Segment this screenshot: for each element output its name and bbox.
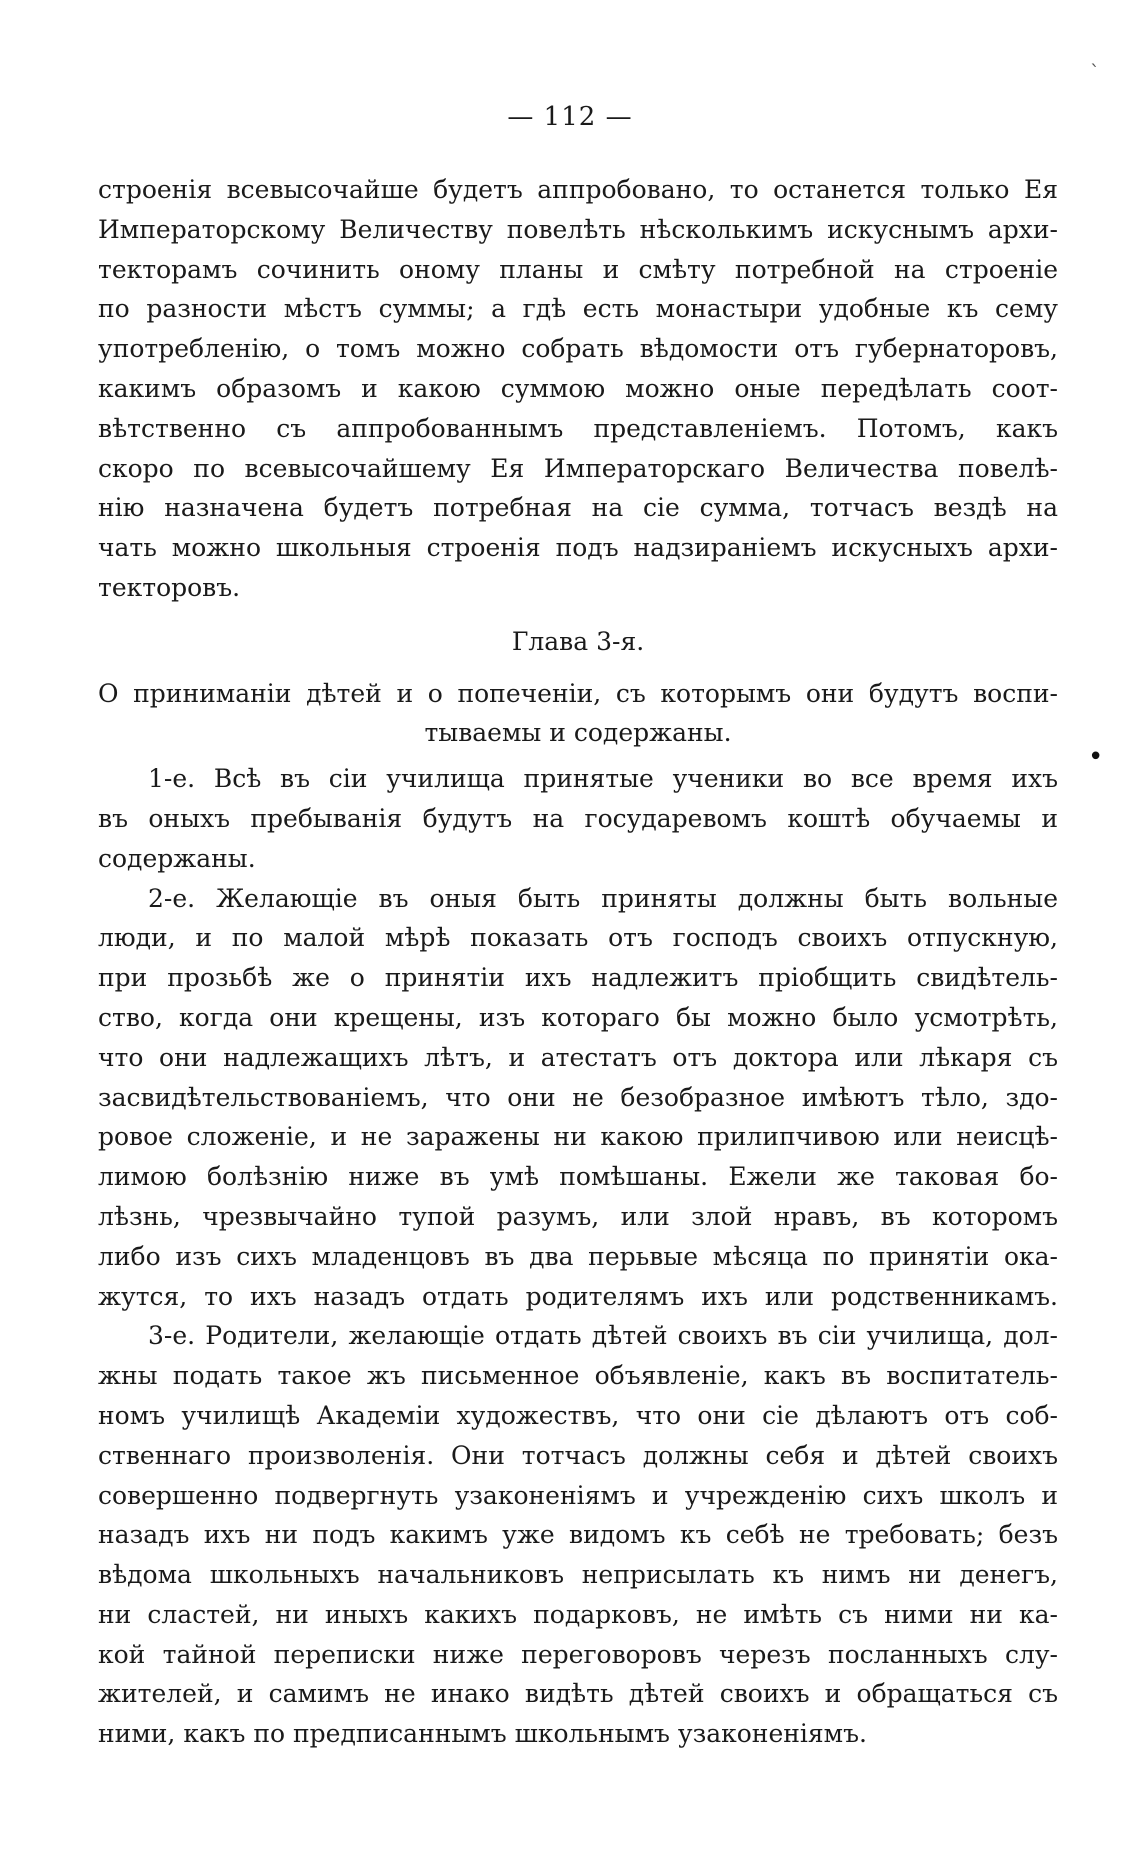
text-line: жутся, то ихъ назадъ отдать родителямъ ихъ или родственникамъ. — [98, 1281, 1058, 1311]
text-line: кой тайной переписки ниже переговоровъ черезъ посланныхъ слу- — [98, 1639, 1058, 1669]
chapter-subtitle: О приниманіи дѣтей и о попеченіи, съ которымъ они будутъ воспи- — [98, 678, 1058, 708]
text-line: содержаны. — [98, 843, 256, 873]
text-line: жителей, и самимъ не инако видѣть дѣтей своихъ и обращаться съ — [98, 1679, 1058, 1709]
intro-paragraph — [98, 170, 1058, 608]
page-number: — 112 — — [507, 102, 633, 132]
text-line: 1-е. Всѣ въ сіи училища принятые ученики во все время ихъ — [148, 764, 1058, 794]
text-line: номъ училищѣ Академіи художествъ, что они сіе дѣлаютъ отъ соб- — [98, 1400, 1058, 1430]
body-text — [98, 170, 1058, 1754]
text-line: жны подать такое жъ письменное объявленіе, какъ въ воспитатель- — [98, 1361, 1058, 1391]
text-line: какимъ образомъ и какою суммою можно оные передѣлать соот- — [98, 373, 1058, 403]
paragraph-2 — [98, 879, 1058, 1317]
text-line: при прозьбѣ же о принятіи ихъ надлежитъ пріобщить свидѣтель- — [98, 963, 1058, 993]
chapter-subtitle: тываемы и содержаны. — [424, 718, 732, 748]
text-line: либо изъ сихъ младенцовъ въ два перьвые мѣсяца по принятіи ока- — [98, 1241, 1058, 1271]
text-line: совершенно подвергнуть узаконеніямъ и учрежденію сихъ школъ и — [98, 1480, 1058, 1510]
text-line: въ оныхъ пребыванія будутъ на государевомъ коштѣ обучаемы и — [98, 803, 1058, 833]
text-line: 3-е. Родители, желающіе отдать дѣтей своихъ въ сіи училища, дол- — [148, 1321, 1058, 1351]
chapter-heading: Глава 3-я. — [511, 626, 645, 656]
text-line: лѣзнь, чрезвычайно тупой разумъ, или злой нравъ, въ которомъ — [98, 1201, 1058, 1231]
paragraph-3 — [98, 1316, 1058, 1754]
text-line: по разности мѣстъ суммы; а гдѣ есть монастыри удобные къ сему — [98, 294, 1058, 324]
text-line: вѣтственно съ аппробованнымъ представленіемъ. Потомъ, какъ — [98, 413, 1058, 443]
text-line: ственнаго произволенія. Они тотчасъ должны себя и дѣтей своихъ — [98, 1440, 1058, 1470]
text-line: Императорскому Величеству повелѣть нѣсколькимъ искуснымъ архи- — [98, 214, 1058, 244]
text-line: текторамъ сочинить оному планы и смѣту потребной на строеніе — [98, 254, 1058, 284]
text-line: назадъ ихъ ни подъ какимъ уже видомъ къ себѣ не требовать; безъ — [98, 1520, 1058, 1550]
text-line: текторовъ. — [98, 572, 241, 602]
text-line: чать можно школьныя строенія подъ надзираніемъ искусныхъ архи- — [98, 533, 1058, 563]
text-line: ровое сложеніе, и не заражены ни какою прилипчивою или неисцѣ- — [98, 1122, 1058, 1152]
text-line: строенія всевысочайше будетъ аппробовано, то останется только Ея — [98, 175, 1058, 204]
text-line: употребленію, о томъ можно собрать вѣдомости отъ губернаторовъ, — [98, 334, 1058, 364]
text-line: вѣдома школьныхъ начальниковъ неприсылать къ нимъ ни денегъ, — [98, 1560, 1058, 1590]
text-line: засвидѣтельствованіемъ, что они не безобразное имѣютъ тѣло, здо- — [98, 1082, 1058, 1112]
text-line: 2-е. Желающіе въ оныя быть приняты должны быть вольные — [148, 883, 1058, 913]
text-line: люди, и по малой мѣрѣ показать отъ господъ своихъ отпускную, — [98, 923, 1058, 953]
text-line: лимою болѣзнію ниже въ умѣ помѣшаны. Ежели же таковая бо- — [98, 1162, 1058, 1192]
text-line: ни сластей, ни иныхъ какихъ подарковъ, не имѣть съ ними ни ка- — [98, 1599, 1058, 1629]
text-line: нію назначена будетъ потребная на сіе сумма, тотчасъ вездѣ на — [98, 493, 1058, 523]
paragraph-1 — [98, 759, 1058, 878]
text-line: скоро по всевысочайшему Ея Императорскаго Величества повелѣ- — [98, 453, 1058, 483]
margin-dot: • — [1088, 742, 1104, 772]
text-line: ними, какъ по предписаннымъ школьнымъ узаконеніямъ. — [98, 1719, 867, 1749]
text-line: что они надлежащихъ лѣтъ, и атестатъ отъ доктора или лѣкаря съ — [98, 1042, 1058, 1072]
margin-mark: ˋ — [1090, 60, 1100, 84]
text-line: ство, когда они крещены, изъ котораго бы можно было усмотрѣть, — [98, 1002, 1058, 1032]
